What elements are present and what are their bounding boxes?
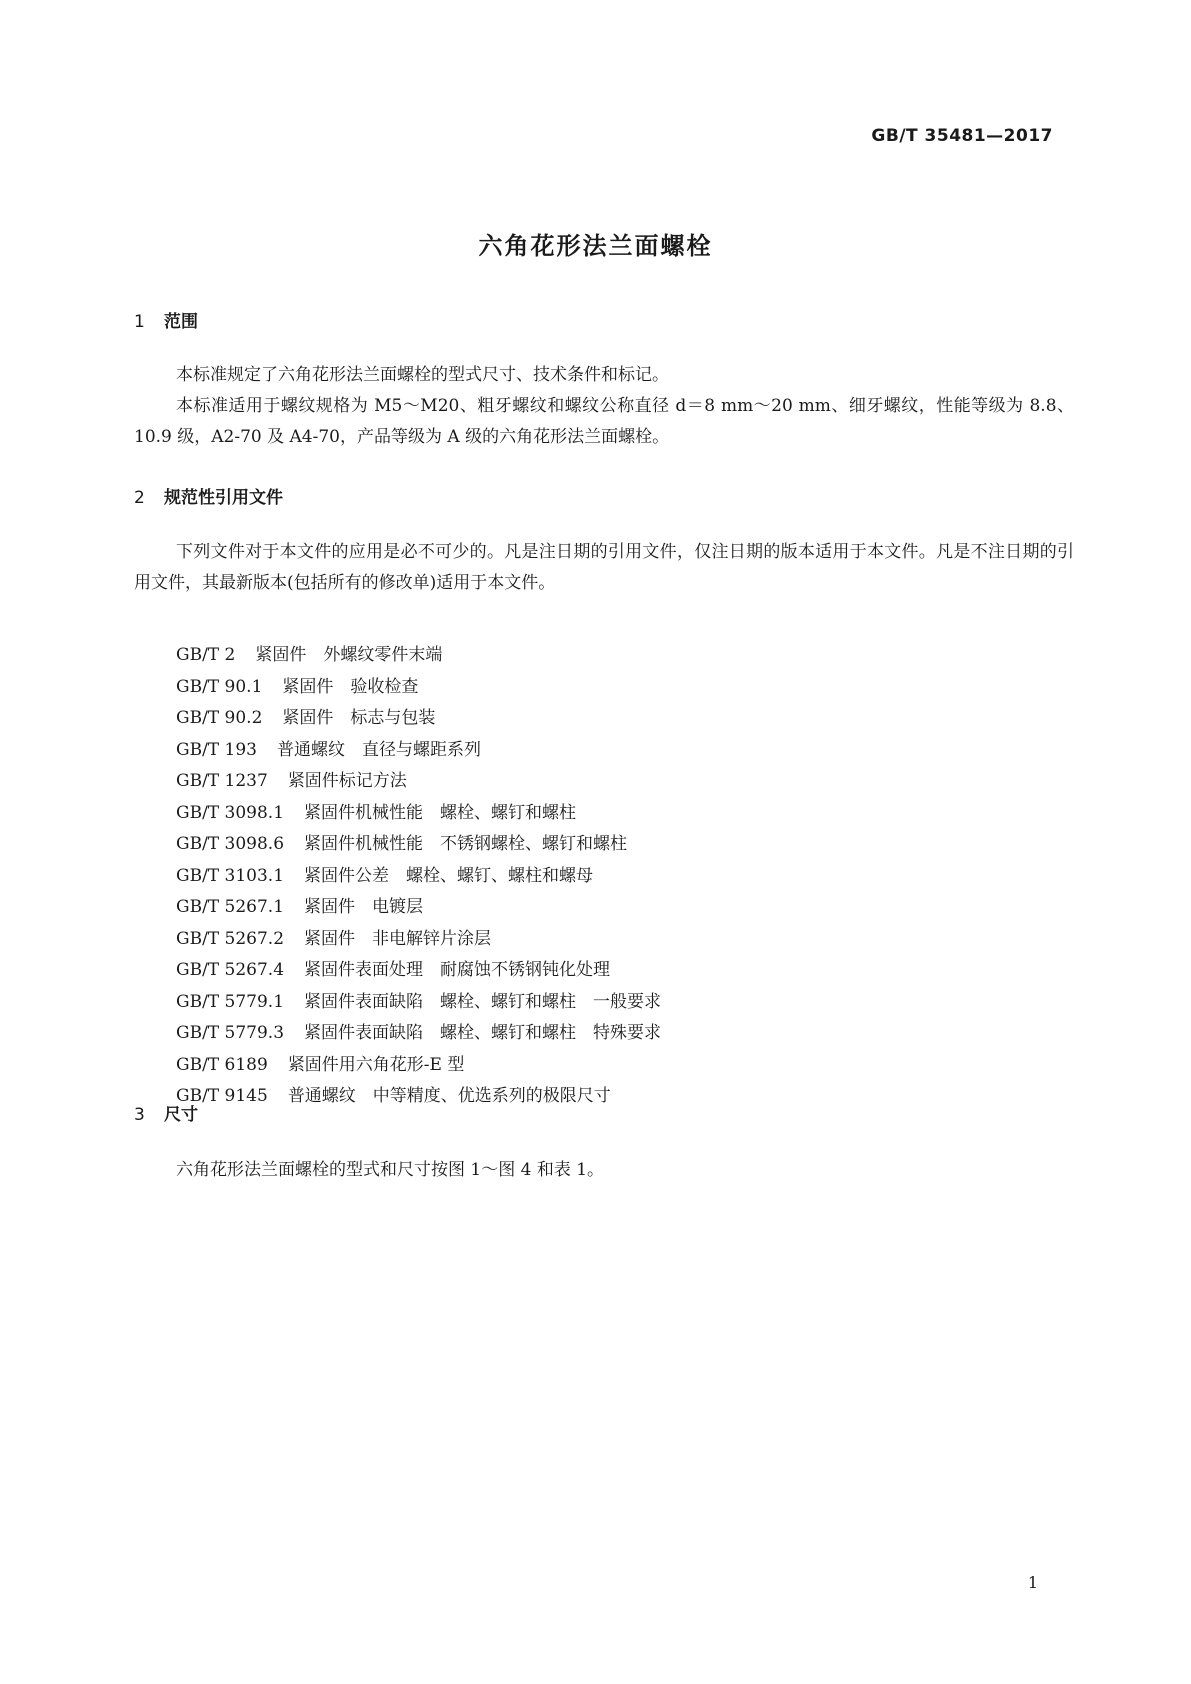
reference-title: 紧固件公差 螺栓、螺钉、螺柱和螺母 [304, 865, 594, 886]
reference-title: 紧固件机械性能 不锈钢螺栓、螺钉和螺柱 [304, 834, 628, 854]
reference-title: 紧固件 验收检查 [282, 676, 419, 697]
reference-code: GB/T 6189 [176, 1054, 268, 1075]
reference-item [176, 672, 1056, 704]
reference-item [176, 1050, 1056, 1082]
reference-code: GB/T 5267.4 [176, 960, 285, 980]
reference-item [176, 892, 1056, 924]
section-title: 尺寸 [164, 1105, 198, 1125]
section-title: 规范性引用文件 [164, 488, 283, 508]
normative-references-intro: 下列文件对于本文件的应用是必不可少的。凡是注日期的引用文件，仅注日期的版本适用于本文件。凡是不注日期的引用文件，其最新版本(包括所有的修改单)适用于本文件。 [134, 542, 1074, 593]
section-2-heading [134, 483, 283, 508]
page-number: 1 [1027, 1573, 1038, 1592]
reference-title: 紧固件 标志与包装 [282, 708, 436, 728]
reference-list [176, 640, 1056, 1113]
reference-item [176, 987, 1056, 1019]
standard-code: GB/T 35481—2017 [871, 126, 1053, 146]
reference-code: GB/T 5779.1 [176, 991, 285, 1012]
scope-paragraph-1: 本标准规定了六角花形法兰面螺栓的型式尺寸、技术条件和标记。 [176, 365, 669, 385]
section-title: 范围 [164, 312, 198, 332]
reference-title: 普通螺纹 直径与螺距系列 [277, 739, 481, 760]
reference-item [176, 924, 1056, 956]
reference-code: GB/T 193 [176, 739, 257, 760]
reference-item [176, 798, 1056, 830]
reference-title: 普通螺纹 中等精度、优选系列的极限尺寸 [287, 1086, 611, 1106]
reference-code: GB/T 5267.2 [176, 928, 285, 949]
reference-code: GB/T 90.2 [176, 708, 263, 728]
reference-item [176, 1018, 1056, 1050]
dimensions-paragraph: 六角花形法兰面螺栓的型式和尺寸按图 1～图 4 和表 1。 [176, 1160, 605, 1180]
reference-code: GB/T 2 [176, 645, 236, 665]
reference-item [176, 766, 1056, 798]
reference-code: GB/T 5779.3 [176, 1023, 285, 1043]
reference-code: GB/T 1237 [176, 771, 268, 791]
reference-code: GB/T 3098.1 [176, 802, 285, 823]
reference-item [176, 735, 1056, 767]
reference-item [176, 955, 1056, 987]
section-3-heading [134, 1100, 198, 1125]
section-number: 3 [134, 1105, 145, 1125]
scope-paragraph-2: 本标准适用于螺纹规格为 M5～M20、粗牙螺纹和螺纹公称直径 d＝8 mm～20 mm、细牙螺纹，性能等级为 8.8、10.9 级，A2-70 及 A4-70，产品等级为 A 级的六角花形法兰面螺栓。 [134, 396, 1074, 447]
reference-item [176, 1081, 1056, 1113]
reference-title: 紧固件表面缺陷 螺栓、螺钉和螺柱 特殊要求 [304, 1023, 662, 1043]
section-number: 2 [134, 488, 145, 508]
reference-code: GB/T 3098.6 [176, 834, 285, 854]
reference-title: 紧固件 非电解锌片涂层 [304, 928, 492, 949]
reference-item [176, 703, 1056, 735]
reference-item [176, 640, 1056, 672]
reference-title: 紧固件 外螺纹零件末端 [255, 645, 443, 665]
reference-title: 紧固件 电镀层 [304, 897, 424, 917]
reference-title: 紧固件用六角花形-E 型 [287, 1054, 465, 1075]
reference-code: GB/T 9145 [176, 1086, 268, 1106]
reference-title: 紧固件机械性能 螺栓、螺钉和螺柱 [304, 802, 577, 823]
reference-code: GB/T 5267.1 [176, 897, 285, 917]
reference-title: 紧固件表面处理 耐腐蚀不锈钢钝化处理 [304, 960, 611, 980]
reference-code: GB/T 3103.1 [176, 865, 285, 886]
section-number: 1 [134, 312, 145, 332]
document-title: 六角花形法兰面螺栓 [478, 232, 713, 260]
section-1-heading [134, 307, 198, 332]
reference-item [176, 861, 1056, 893]
reference-title: 紧固件标记方法 [287, 771, 407, 791]
reference-item [176, 829, 1056, 861]
reference-code: GB/T 90.1 [176, 676, 263, 697]
reference-title: 紧固件表面缺陷 螺栓、螺钉和螺柱 一般要求 [304, 991, 662, 1012]
